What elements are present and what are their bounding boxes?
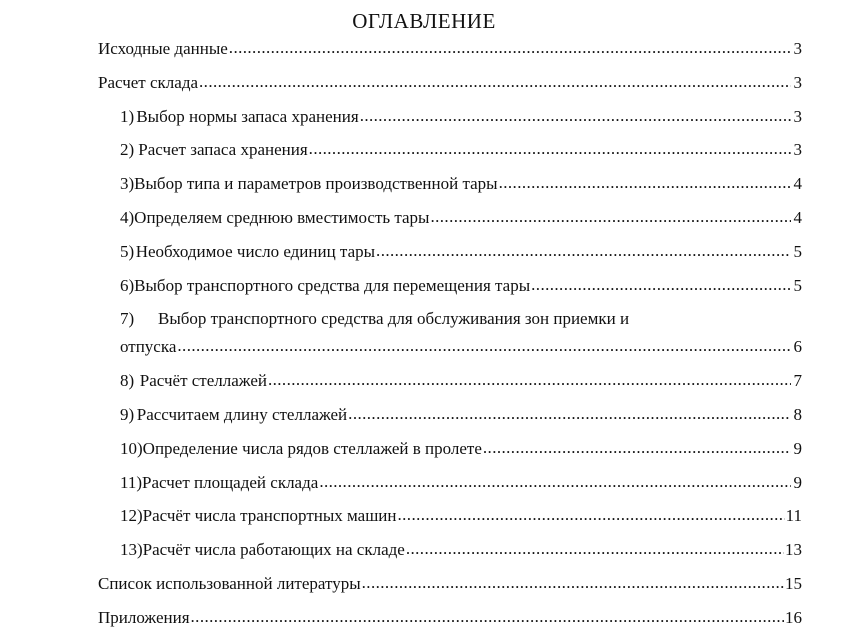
toc-subentry[interactable] <box>98 240 802 274</box>
dot-leader <box>177 334 791 358</box>
toc-entry[interactable] <box>98 71 802 105</box>
toc-subentry[interactable] <box>98 471 802 505</box>
toc-subentry[interactable] <box>98 172 802 206</box>
toc-entry-page: 16 <box>785 607 802 627</box>
toc-entry-page: 8 <box>793 404 802 424</box>
toc-entry-label: Определяем среднюю вместимость тары <box>134 207 430 227</box>
toc-entry-page: 5 <box>793 241 802 261</box>
toc-entry-label: отпуска <box>120 337 177 357</box>
dot-leader <box>268 368 791 392</box>
toc-entry-number: 1) <box>120 106 135 126</box>
toc-entry-page: 5 <box>793 275 802 295</box>
toc-entry-number: 12) <box>120 506 143 526</box>
dot-leader <box>398 503 785 527</box>
toc-entry-page: 3 <box>793 140 802 160</box>
toc-entry-label: Приложения <box>98 607 190 627</box>
toc-entry-number: 11) <box>120 472 143 492</box>
dot-leader <box>376 239 791 263</box>
toc-entry-number: 5) <box>120 241 135 261</box>
toc-entry-label: Расчёт числа работающих на складе <box>142 540 405 560</box>
toc-entry-number: 8) <box>120 371 135 391</box>
toc-entry[interactable] <box>98 37 802 71</box>
toc-subentry[interactable] <box>98 206 802 240</box>
toc-entry-label: Рассчитаем длину стеллажей <box>136 404 348 424</box>
toc-entry-page: 7 <box>793 371 802 391</box>
dot-leader <box>499 171 791 195</box>
toc-entry-number: 9) <box>120 404 135 424</box>
toc-entry-page: 11 <box>785 506 802 526</box>
toc-entry-number: 4) <box>120 207 135 227</box>
toc-entry-number: 10) <box>120 438 143 458</box>
toc-entry-number: 13) <box>120 540 143 560</box>
toc-title: ОГЛАВЛЕНИЕ <box>352 9 496 33</box>
dot-leader <box>430 205 791 229</box>
toc-entry-label: Список использованной литературы <box>98 573 361 593</box>
toc-entry-page: 6 <box>793 337 802 357</box>
dot-leader <box>309 137 791 161</box>
toc-entry-label: Расчет склада <box>98 72 199 92</box>
toc-entry-page: 3 <box>793 39 802 58</box>
toc-entry[interactable] <box>98 606 802 640</box>
toc-subentry[interactable] <box>98 504 802 538</box>
toc-entry-label: Выбор транспортного средства для перемещения тары <box>134 275 531 295</box>
toc-subentry[interactable] <box>98 369 802 403</box>
toc-entry-number: 3) <box>120 174 135 194</box>
dot-leader <box>531 273 791 297</box>
dot-leader <box>362 571 784 595</box>
toc-entry-page: 9 <box>793 438 802 458</box>
toc-subentry[interactable] <box>98 274 802 308</box>
toc-entry[interactable] <box>98 572 802 606</box>
toc-entry-label: Необходимое число единиц тары <box>135 241 376 261</box>
dot-leader <box>360 104 791 128</box>
table-of-contents <box>98 37 802 640</box>
toc-entry-number: 2) <box>120 140 135 160</box>
toc-entry-page: 15 <box>785 573 802 593</box>
dot-leader <box>348 402 791 426</box>
toc-entry-page: 13 <box>785 540 802 560</box>
toc-entry-label: Исходные данные <box>98 39 228 58</box>
toc-subentry[interactable] <box>98 138 802 172</box>
toc-entry-page: 3 <box>793 72 802 92</box>
dot-leader <box>191 605 784 629</box>
dot-leader <box>199 70 791 94</box>
toc-entry-page: 9 <box>793 472 802 492</box>
toc-entry-label: Определение числа рядов стеллажей в пролете <box>142 438 482 458</box>
toc-subentry[interactable] <box>98 403 802 437</box>
toc-entry-label: Расчет запаса хранения <box>138 140 308 160</box>
toc-subentry[interactable] <box>98 105 802 139</box>
toc-entry-label: Выбор типа и параметров производственной тары <box>134 174 498 194</box>
toc-entry-label: Расчёт стеллажей <box>139 371 267 391</box>
toc-entry-label: Расчет площадей склада <box>142 472 319 492</box>
toc-entry-label: Выбор нормы запаса хранения <box>136 106 359 126</box>
toc-entry-label: Выбор транспортного средства для обслуживания зон приемки и <box>158 309 630 329</box>
dot-leader <box>229 36 791 60</box>
toc-subentry[interactable] <box>98 538 802 572</box>
toc-subentry[interactable] <box>98 437 802 471</box>
dot-leader <box>483 436 791 460</box>
dot-leader <box>319 470 791 494</box>
toc-entry-label: Расчёт числа транспортных машин <box>142 506 397 526</box>
toc-subentry[interactable] <box>98 307 802 335</box>
toc-entry-page: 3 <box>793 106 802 126</box>
toc-subentry-continuation[interactable] <box>98 335 802 369</box>
toc-entry-number: 7) <box>120 309 135 329</box>
toc-entry-page: 4 <box>793 174 802 194</box>
dot-leader <box>406 537 784 561</box>
toc-entry-number: 6) <box>120 275 135 295</box>
toc-entry-page: 4 <box>793 207 802 227</box>
